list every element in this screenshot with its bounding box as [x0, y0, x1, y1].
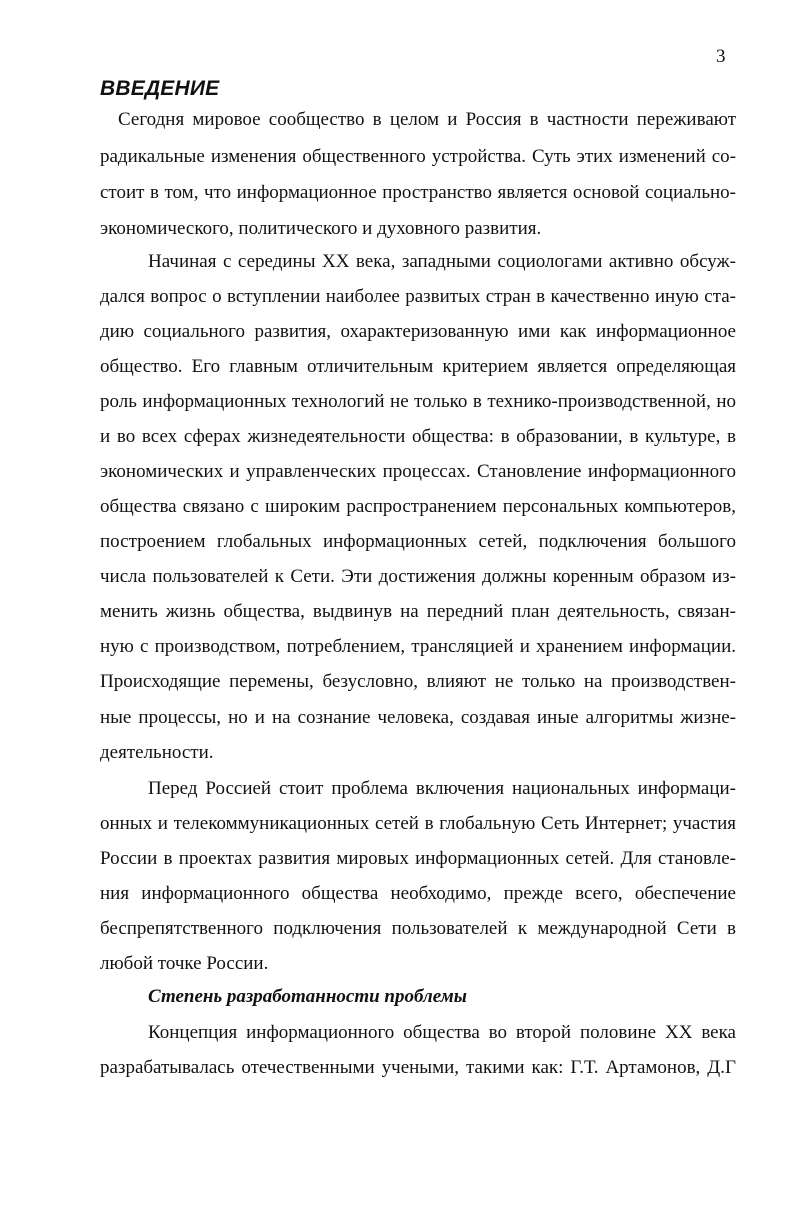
text-line: Происходящие перемены, безусловно, влияют не только на производствен- — [100, 671, 736, 692]
text-line: ния информационного общества необходимо, прежде всего, обеспечение — [100, 883, 736, 904]
text-line: ные процессы, но и на сознание человека, создавая иные алгоритмы жизне- — [100, 707, 736, 728]
text-line: общества связано с широким распространением персональных компьютеров, — [100, 496, 736, 517]
text-line: экономических и управленческих процессах. Становление информационного — [100, 461, 736, 482]
subsection-heading: Степень разработанности проблемы — [148, 986, 467, 1007]
text-line: числа пользователей к Сети. Эти достижения должны коренным образом из- — [100, 566, 736, 587]
text-line: экономического, политического и духовного развития. — [100, 218, 542, 239]
text-line: онных и телекоммуникационных сетей в глобальную Сеть Интернет; участия — [100, 813, 736, 834]
text-line: роль информационных технологий не только в технико-производственной, но — [100, 391, 736, 412]
text-line: Сегодня мировое сообщество в целом и Россия в частности переживают — [118, 109, 736, 130]
text-line: разрабатывалась отечественными учеными, такими как: Г.Т. Артамонов, Д.Г — [100, 1057, 736, 1078]
text-line: менить жизнь общества, выдвинув на передний план деятельность, связан- — [100, 601, 736, 622]
text-line: общество. Его главным отличительным критерием является определяющая — [100, 356, 736, 377]
text-line: Начиная с середины XX века, западными социологами активно обсуж- — [148, 251, 736, 272]
section-heading: ВВЕДЕНИЕ — [100, 77, 220, 100]
text-line: дию социального развития, охарактеризованную ими как информационное — [100, 321, 736, 342]
text-line: Концепция информационного общества во второй половине XX века — [148, 1022, 736, 1043]
text-line: радикальные изменения общественного устройства. Суть этих изменений со- — [100, 146, 736, 167]
text-line: России в проектах развития мировых информационных сетей. Для становле- — [100, 848, 736, 869]
text-line: беспрепятственного подключения пользователей к международной Сети в — [100, 918, 736, 939]
text-line: ную с производством, потреблением, трансляцией и хранением информации. — [100, 636, 736, 657]
text-line: Перед Россией стоит проблема включения национальных информаци- — [148, 778, 736, 799]
page-number: 3 — [716, 46, 726, 67]
text-line: дался вопрос о вступлении наиболее развитых стран в качественно иную ста- — [100, 286, 736, 307]
text-line: любой точке России. — [100, 953, 269, 974]
text-line: построением глобальных информационных сетей, подключения большого — [100, 531, 736, 552]
text-line: и во всех сферах жизнедеятельности общества: в образовании, в культуре, в — [100, 426, 736, 447]
text-line: стоит в том, что информационное пространство является основой социально- — [100, 182, 736, 203]
text-line: деятельности. — [100, 742, 214, 763]
